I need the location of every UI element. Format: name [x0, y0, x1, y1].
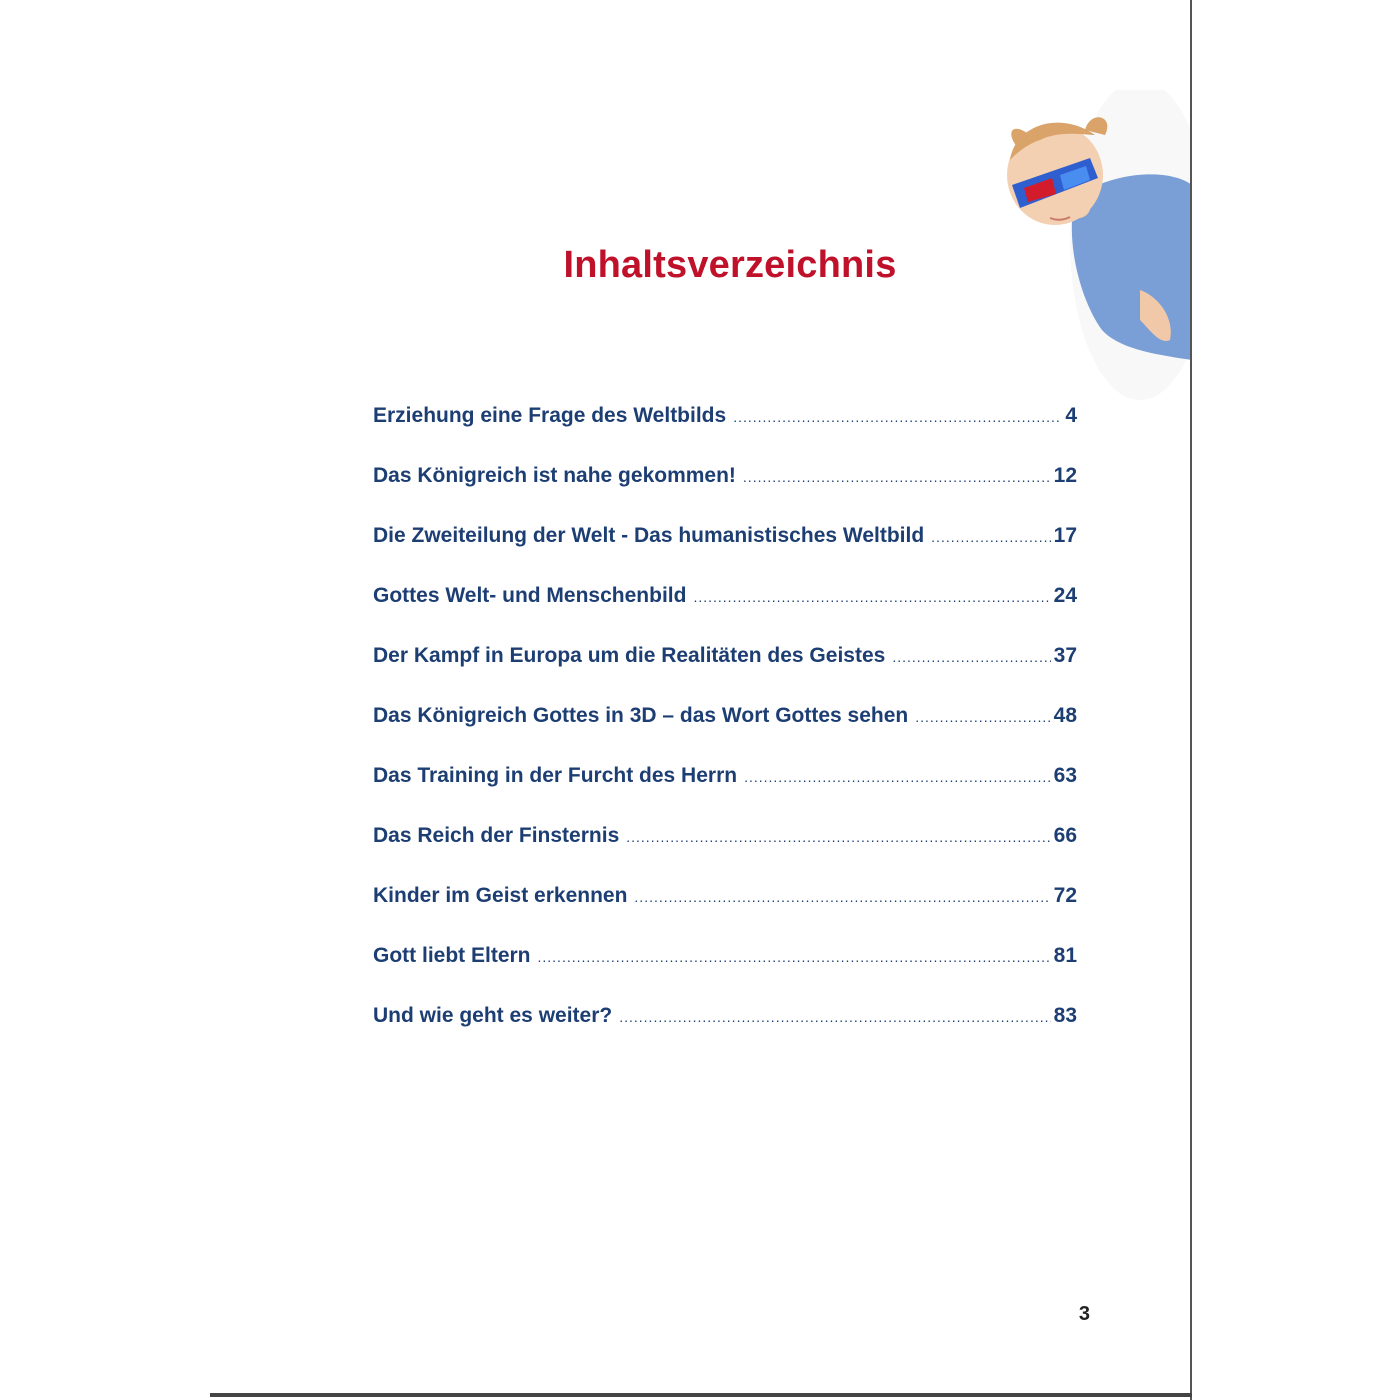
toc-entry[interactable] — [373, 644, 1077, 704]
toc-entry[interactable] — [373, 884, 1077, 944]
toc-entry-page: 17 — [1053, 524, 1077, 547]
toc-entry-title: Und wie geht es weiter? — [373, 1004, 613, 1027]
toc-entry-page: 63 — [1053, 764, 1077, 787]
toc-dot-leader — [931, 529, 1050, 545]
toc-dot-leader — [693, 589, 1050, 605]
toc-entry[interactable] — [373, 764, 1077, 824]
toc-entry-page: 37 — [1053, 644, 1077, 667]
toc-entry-title: Das Training in der Furcht des Herrn — [373, 764, 738, 787]
toc-entry[interactable] — [373, 404, 1077, 464]
toc-entry-page: 72 — [1053, 884, 1077, 907]
page-edge-right — [1190, 0, 1192, 1400]
page-edge-bottom — [210, 1393, 1192, 1397]
toc-entry-page: 83 — [1053, 1004, 1077, 1027]
toc-dot-leader — [626, 829, 1050, 845]
toc-entry[interactable] — [373, 704, 1077, 764]
toc-dot-leader — [538, 949, 1051, 965]
toc-entry-title: Das Königreich ist nahe gekommen! — [373, 464, 736, 487]
toc-entry-page: 81 — [1053, 944, 1077, 967]
toc-dot-leader — [915, 709, 1050, 725]
toc-entry[interactable] — [373, 1004, 1077, 1064]
page-title: Inhaltsverzeichnis — [563, 244, 897, 286]
toc-entry[interactable] — [373, 584, 1077, 644]
toc-entry[interactable] — [373, 464, 1077, 524]
toc-dot-leader — [634, 889, 1050, 905]
toc-entry-page: 4 — [1065, 404, 1077, 427]
toc-entry-title: Die Zweiteilung der Welt - Das humanistisches Weltbild — [373, 524, 925, 547]
toc-entry-title: Gottes Welt- und Menschenbild — [373, 584, 687, 607]
toc-dot-leader — [619, 1009, 1050, 1025]
toc-dot-leader — [743, 469, 1051, 485]
toc-dot-leader — [892, 649, 1050, 665]
toc-entry-title: Das Königreich Gottes in 3D – das Wort Gottes sehen — [373, 704, 909, 727]
toc-entry-title: Erziehung eine Frage des Weltbilds — [373, 404, 727, 427]
table-of-contents — [373, 404, 1077, 1064]
toc-entry-page: 24 — [1053, 584, 1077, 607]
toc-entry-title: Der Kampf in Europa um die Realitäten des Geistes — [373, 644, 886, 667]
toc-entry[interactable] — [373, 824, 1077, 884]
toc-entry-title: Gott liebt Eltern — [373, 944, 531, 967]
toc-entry-title: Kinder im Geist erkennen — [373, 884, 628, 907]
toc-entry-title: Das Reich der Finsternis — [373, 824, 620, 847]
toc-entry-page: 12 — [1053, 464, 1077, 487]
toc-dot-leader — [744, 769, 1051, 785]
toc-entry[interactable] — [373, 524, 1077, 584]
child-illustration — [990, 90, 1192, 410]
page-number: 3 — [1078, 1303, 1090, 1325]
toc-dot-leader — [733, 409, 1062, 425]
toc-entry-page: 66 — [1053, 824, 1077, 847]
toc-entry-page: 48 — [1053, 704, 1077, 727]
toc-entry[interactable] — [373, 944, 1077, 1004]
